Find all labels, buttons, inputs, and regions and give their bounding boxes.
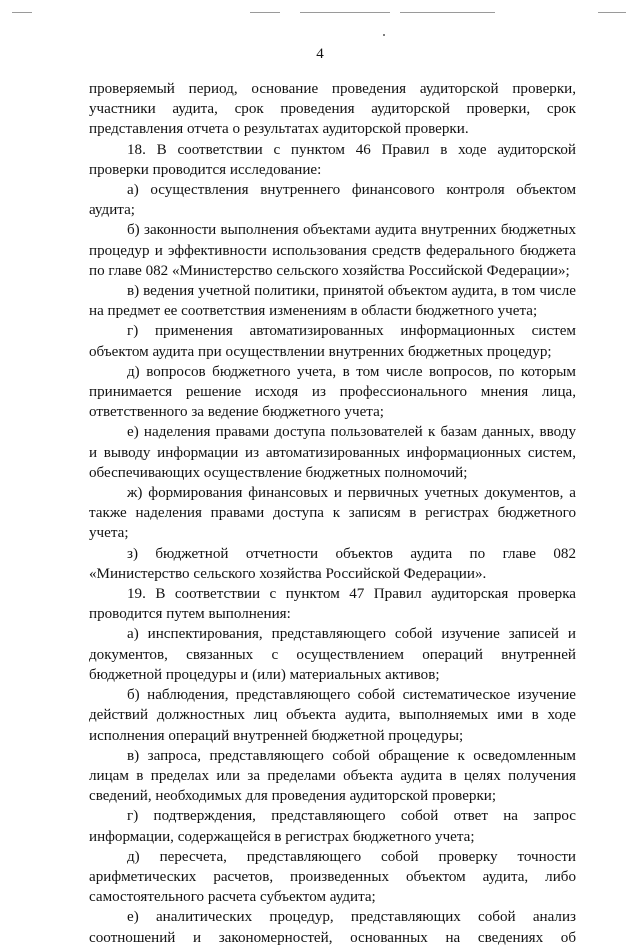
paragraph-18-z: з) бюджетной отчетности объектов аудита по главе 082 «Министерство сельского хозяйства Российской Федерации». [89,545,576,582]
scan-top-edge [0,10,640,16]
paragraph-19-g: г) подтверждения, представляющего собой ответ на запрос информации, содержащейся в регистрах бюджетного учета; [89,808,576,845]
document-body [89,79,576,948]
paragraph-18: 18. В соответствии с пунктом 46 Правил в ходе аудиторской проверки проводится исследование: [89,141,576,178]
page-number: 4 [316,46,324,62]
paragraph-19: 19. В соответствии с пунктом 47 Правил аудиторская проверка проводится путем выполнения: [89,586,576,623]
paragraph-19-e: е) аналитических процедур, представляющих собой анализ соотношений и закономерностей, основанных на сведениях об [89,909,576,946]
paragraph-18-e: е) наделения правами доступа пользователей к базам данных, вводу и выводу информации из автоматизированных информационных систем, обеспечивающих осуществление бюджетных полномочий; [89,424,576,481]
paragraph-continuation: проверяемый период, основание проведения аудиторской проверки, участники аудита, срок проведения аудиторской проверки, срок представления отчета о результатах аудиторской проверки. [89,81,576,138]
paragraph-18-v: в) ведения учетной политики, принятой объектом аудита, в том числе на предмет ее соответствия изменениям в области бюджетного учета; [89,283,576,320]
paragraph-19-d: д) пересчета, представляющего собой проверку точности арифметических расчетов, произведенных объектом аудита, либо самостоятельного расчета субъектом аудита; [89,848,576,906]
paragraph-18-a: а) осуществления внутреннего финансового контроля объектом аудита; [89,182,576,219]
paragraph-18-g: г) применения автоматизированных информационных систем объектом аудита при осуществлении внутренних бюджетных процедур; [89,323,576,360]
paragraph-19-b: б) наблюдения, представляющего собой систематическое изучение действий должностных лиц объекта аудита, выполняемых ими в ходе исполнения операций внутренней бюджетной процедуры; [89,687,576,744]
scan-dot [383,34,385,36]
paragraph-19-v: в) запроса, представляющего собой обращение к осведомленным лицам в пределах или за пределами объекта аудита в целях получения сведений, необходимых для проведения аудиторской проверки; [89,747,576,805]
paragraph-19-a: а) инспектирования, представляющего собой изучение записей и документов, связанных с осуществлением операций внутренней бюджетной процедуры и (или) материальных активов; [89,626,576,683]
paragraph-18-d: д) вопросов бюджетного учета, в том числе вопросов, по которым принимается решение исходя из профессионального мнения лица, ответственного за ведение бюджетного учета; [89,363,576,421]
paragraph-18-zh: ж) формирования финансовых и первичных учетных документов, а также наделения правами доступа к записям в регистрах бюджетного учета; [89,485,576,542]
paragraph-18-b: б) законности выполнения объектами аудита внутренних бюджетных процедур и эффективности использования средств федерального бюджета по главе 082 «Министерство сельского хозяйства Российской Федерации»; [89,222,576,279]
